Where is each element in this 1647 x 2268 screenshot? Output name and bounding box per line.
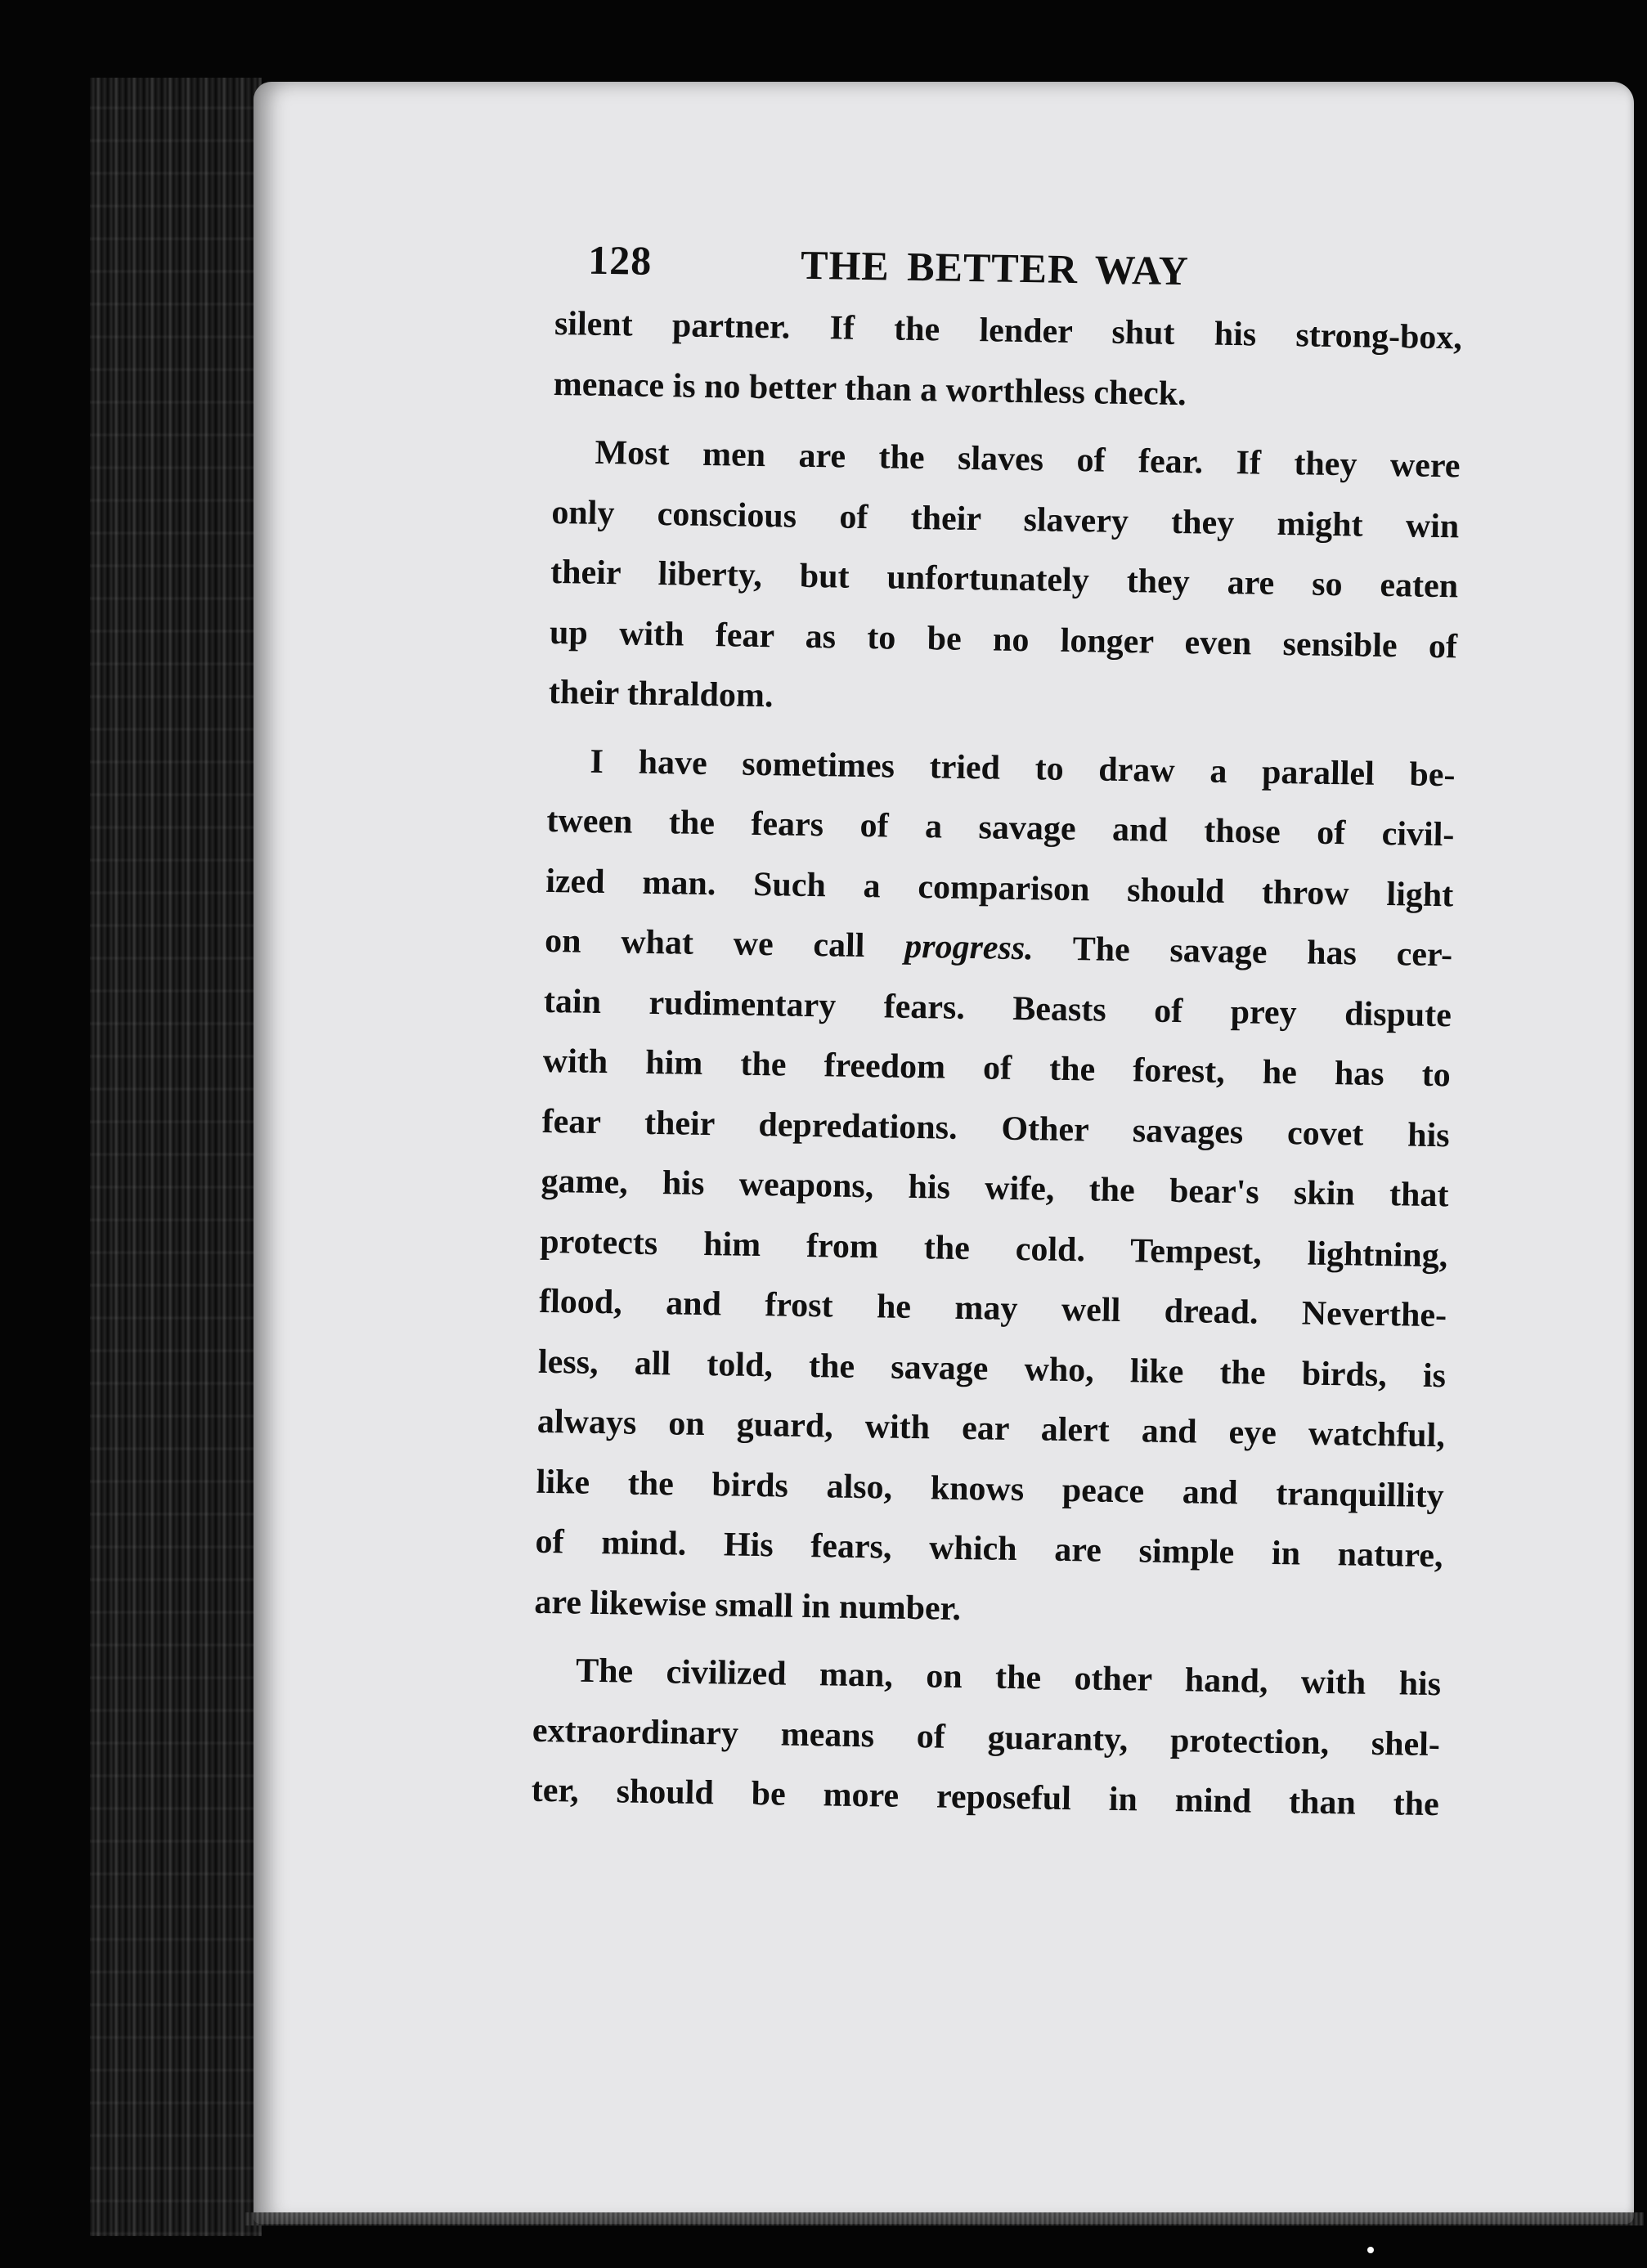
text-line: ter, should be more reposeful in mind than the — [531, 1771, 1440, 1824]
body-text — [531, 294, 1495, 1835]
text-line: menace is no better than a worthless check. — [553, 365, 1187, 413]
text-line: up with fear as to be no longer even sensible of — [549, 613, 1458, 666]
text-line: tain rudimentary fears. Beasts of prey dispute — [543, 982, 1452, 1034]
paragraph — [553, 294, 1495, 429]
text-line: silent partner. If the lender shut his strong-box, — [554, 304, 1463, 357]
text-line: always on guard, with ear alert and eye watchful, — [536, 1402, 1446, 1455]
paragraph — [531, 1641, 1474, 1836]
text-line: are likewise small in number. — [534, 1583, 962, 1628]
text-line: tween the fears of a savage and those of civil- — [546, 801, 1455, 854]
text-line: Most men are the slaves of fear. If they were — [595, 433, 1461, 486]
text-line: their liberty, but unfortunately they are so eaten — [550, 553, 1459, 606]
scan-speck — [1367, 2247, 1374, 2253]
text-segment: on what we call — [544, 921, 905, 966]
text-line: like the birds also, knows peace and tranquillity — [536, 1463, 1444, 1515]
text-line: with him the freedom of the forest, he has to — [542, 1042, 1452, 1095]
text-line: extraordinary means of guaranty, protection, shel- — [532, 1711, 1441, 1764]
text-line: I have sometimes tried to draw a parallel be- — [590, 742, 1456, 794]
page-number: 128 — [587, 236, 653, 284]
italic-word: progress. — [904, 927, 1034, 968]
page-text-block — [531, 221, 1497, 1835]
text-line: flood, and frost he may well dread. Neverthe- — [538, 1282, 1447, 1335]
page-bottom-edge — [245, 2212, 1644, 2225]
paragraph — [548, 423, 1493, 738]
text-segment: The savage has cer- — [1033, 930, 1453, 975]
text-line: of mind. His fears, which are simple in nature, — [535, 1522, 1443, 1575]
paragraph — [534, 731, 1488, 1647]
text-line: only conscious of their slavery they might win — [551, 493, 1460, 545]
text-line: ized man. Such a comparison should throw light — [545, 862, 1454, 914]
text-line: fear their depredations. Other savages covet his — [541, 1102, 1450, 1154]
text-line: less, all told, the savage who, like the birds, is — [537, 1342, 1447, 1395]
page-header — [555, 221, 1497, 309]
text-line: The civilized man, on the other hand, with his — [575, 1652, 1442, 1704]
book-fore-edge — [90, 78, 262, 2236]
text-line: protects him from the cold. Tempest, lightning, — [540, 1222, 1448, 1275]
text-line: game, his weapons, his wife, the bear's skin that — [541, 1162, 1449, 1215]
running-title: THE BETTER WAY — [800, 241, 1190, 294]
text-line: their thraldom. — [548, 673, 774, 715]
